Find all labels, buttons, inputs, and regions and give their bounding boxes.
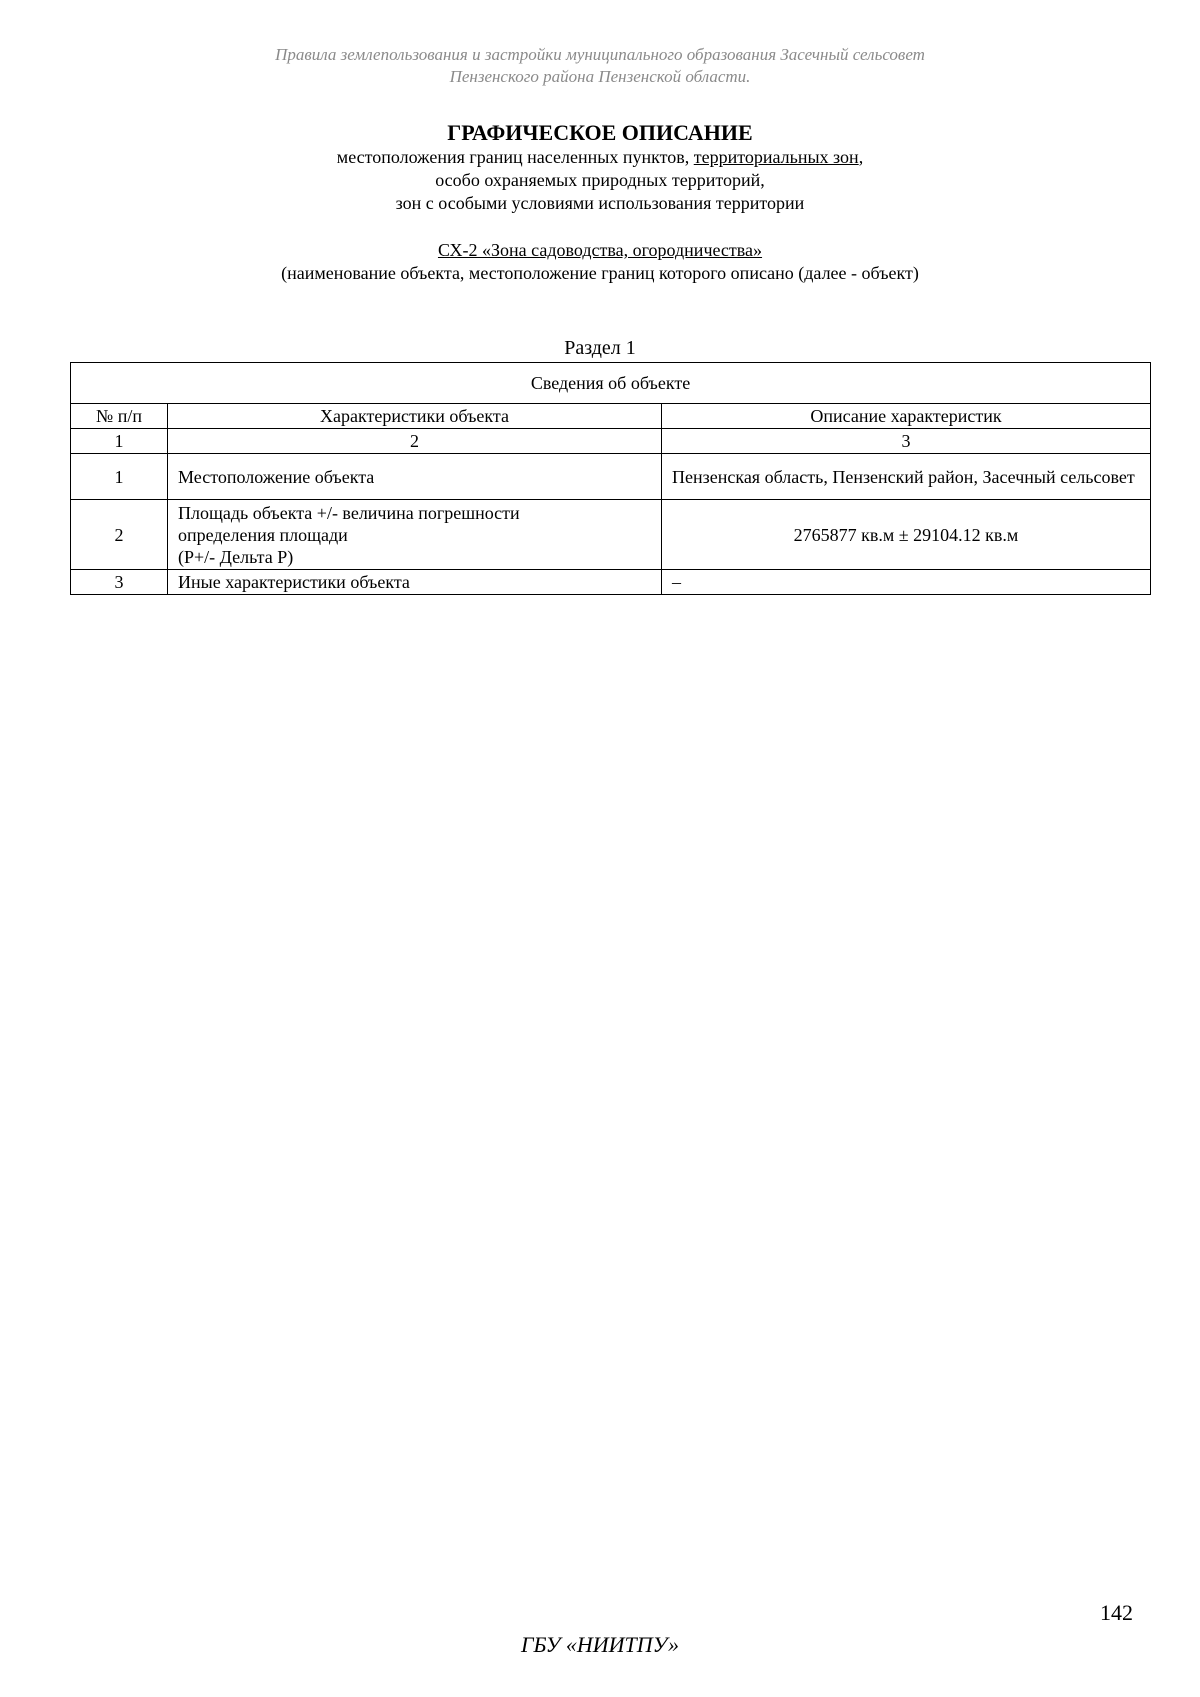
table-caption-row <box>71 363 1151 404</box>
row-characteristic: Местоположение объекта <box>168 454 662 500</box>
column-number-1: 1 <box>71 429 168 454</box>
column-number-2: 2 <box>168 429 662 454</box>
column-header-description: Описание характеристик <box>662 404 1151 429</box>
row-characteristic <box>168 500 662 570</box>
row-description: – <box>662 570 1151 595</box>
subtitle-line-3: зон с особыми условиями использования территории <box>395 193 805 213</box>
subtitle-line-1 <box>0 146 1200 169</box>
table-row <box>71 500 1151 570</box>
column-header-num: № п/п <box>71 404 168 429</box>
row-num: 2 <box>71 500 168 570</box>
row-num: 3 <box>71 570 168 595</box>
column-number-row <box>71 429 1151 454</box>
row-characteristic-line: Площадь объекта +/- величина погрешности <box>178 502 520 523</box>
object-caption: (наименование объекта, местоположение границ которого описано (далее - объект) <box>281 263 919 283</box>
row-characteristic: Иные характеристики объекта <box>168 570 662 595</box>
document-title: ГРАФИЧЕСКОЕ ОПИСАНИЕ <box>447 120 753 145</box>
running-header <box>0 44 1200 88</box>
running-header-line-2: Пензенского района Пензенской области. <box>449 67 751 86</box>
object-info-table <box>70 362 1151 595</box>
object-name: СХ-2 «Зона садоводства, огородничества» <box>437 240 763 260</box>
title-block <box>0 120 1200 215</box>
table-row <box>71 454 1151 500</box>
subtitle-line-2: особо охраняемых природных территорий, <box>435 170 765 190</box>
column-header-characteristic: Характеристики объекта <box>168 404 662 429</box>
subtitle-underlined-term: территориальных зон <box>693 147 859 167</box>
running-header-line-1: Правила землепользования и застройки муниципального образования Засечный сельсовет <box>275 45 925 64</box>
column-number-3: 3 <box>662 429 1151 454</box>
row-num: 1 <box>71 454 168 500</box>
page-number: 142 <box>1100 1600 1133 1625</box>
table-row <box>71 570 1151 595</box>
section-heading: Раздел 1 <box>564 337 636 359</box>
table-caption: Сведения об объекте <box>71 363 1151 404</box>
subtitle-line-1-end: , <box>858 147 864 167</box>
table-header-row <box>71 404 1151 429</box>
row-characteristic-line: (Р+/- Дельта Р) <box>178 546 294 567</box>
row-characteristic-line: определения площади <box>178 524 348 545</box>
footer-organization: ГБУ «НИИТПУ» <box>520 1632 680 1657</box>
object-block <box>0 239 1200 285</box>
subtitle-line-1-start: местоположения границ населенных пунктов, <box>336 147 694 167</box>
row-description: Пензенская область, Пензенский район, Засечный сельсовет <box>662 454 1151 500</box>
row-description: 2765877 кв.м ± 29104.12 кв.м <box>662 500 1151 570</box>
